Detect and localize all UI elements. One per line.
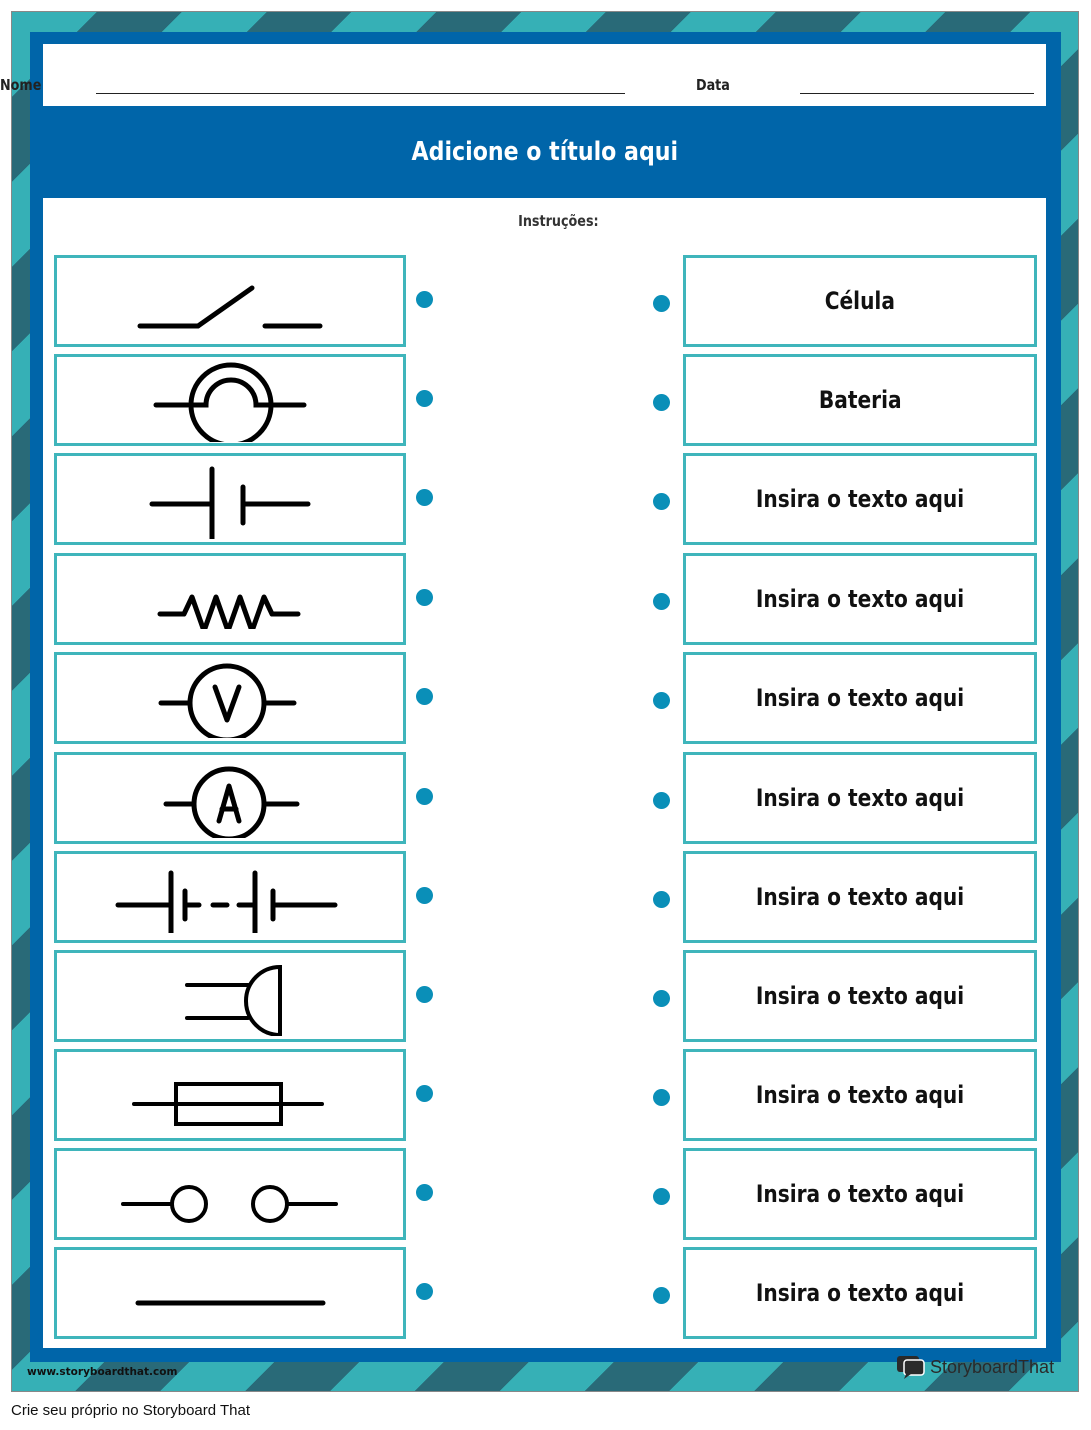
match-row [0,1049,1091,1141]
label-card[interactable]: Bateria [683,354,1037,446]
label-card[interactable]: Insira o texto aqui [683,553,1037,645]
label-card[interactable]: Insira o texto aqui [683,752,1037,844]
symbol-card[interactable] [54,354,406,446]
symbol-card[interactable] [54,851,406,943]
battery-icon [115,861,345,933]
right-dot[interactable] [653,1287,670,1304]
left-dot[interactable] [416,788,433,805]
symbol-card[interactable] [54,553,406,645]
fuse-icon [130,1060,330,1130]
right-dot[interactable] [653,891,670,908]
right-dot[interactable] [653,295,670,312]
left-dot[interactable] [416,887,433,904]
wire-icon [130,1258,330,1328]
label-card[interactable]: Insira o texto aqui [683,950,1037,1042]
left-dot[interactable] [416,1085,433,1102]
header-bar [43,44,1046,106]
symbol-card[interactable] [54,1148,406,1240]
ammeter-icon [130,758,330,838]
symbol-card[interactable] [54,453,406,545]
label-card[interactable]: Insira o texto aqui [683,652,1037,744]
symbol-card[interactable] [54,752,406,844]
label-card[interactable]: Insira o texto aqui [683,453,1037,545]
left-dot[interactable] [416,489,433,506]
match-row [0,752,1091,844]
left-dot[interactable] [416,589,433,606]
label-card[interactable]: Insira o texto aqui [683,1049,1037,1141]
label-card[interactable]: Insira o texto aqui [683,1148,1037,1240]
date-label: Data [696,76,730,94]
storyboardthat-logo[interactable] [896,1354,1054,1380]
worksheet-title[interactable]: Adicione o título aqui [411,137,678,167]
symbol-card[interactable] [54,950,406,1042]
name-field[interactable] [96,93,625,94]
label-card[interactable]: Insira o texto aqui [683,851,1037,943]
label-card[interactable]: Célula [683,255,1037,347]
label-card[interactable]: Insira o texto aqui [683,1247,1037,1339]
left-dot[interactable] [416,1283,433,1300]
match-row [0,1247,1091,1339]
symbol-card[interactable] [54,652,406,744]
symbol-card[interactable] [54,255,406,347]
left-dot[interactable] [416,291,433,308]
speech-bubble-icon [896,1355,926,1379]
open-switch-icon [130,266,330,336]
match-row [0,851,1091,943]
site-url[interactable]: www.storyboardthat.com [27,1366,178,1378]
left-dot[interactable] [416,986,433,1003]
match-row [0,354,1091,446]
left-dot[interactable] [416,688,433,705]
match-row [0,453,1091,545]
right-dot[interactable] [653,692,670,709]
left-dot[interactable] [416,390,433,407]
right-dot[interactable] [653,990,670,1007]
match-row [0,553,1091,645]
cell-icon [130,459,330,539]
right-dot[interactable] [653,394,670,411]
left-dot[interactable] [416,1184,433,1201]
match-row [0,652,1091,744]
right-dot[interactable] [653,1089,670,1106]
right-dot[interactable] [653,493,670,510]
right-dot[interactable] [653,792,670,809]
footer-note[interactable]: Crie seu próprio no Storyboard That [11,1402,251,1419]
right-dot[interactable] [653,593,670,610]
resistor-icon [130,569,330,629]
buzzer-icon [130,956,330,1036]
match-row [0,1148,1091,1240]
voltmeter-icon [130,658,330,738]
match-row [0,255,1091,347]
brand-name: StoryboardThat [930,1356,1055,1377]
symbol-card[interactable] [54,1247,406,1339]
symbol-card[interactable] [54,1049,406,1141]
terminals-icon [120,1159,340,1229]
match-row [0,950,1091,1042]
lamp-icon [130,358,330,442]
right-dot[interactable] [653,1188,670,1205]
instructions[interactable]: Instruções: [517,212,599,230]
name-label: Nome [0,76,42,94]
date-field[interactable] [800,93,1034,94]
